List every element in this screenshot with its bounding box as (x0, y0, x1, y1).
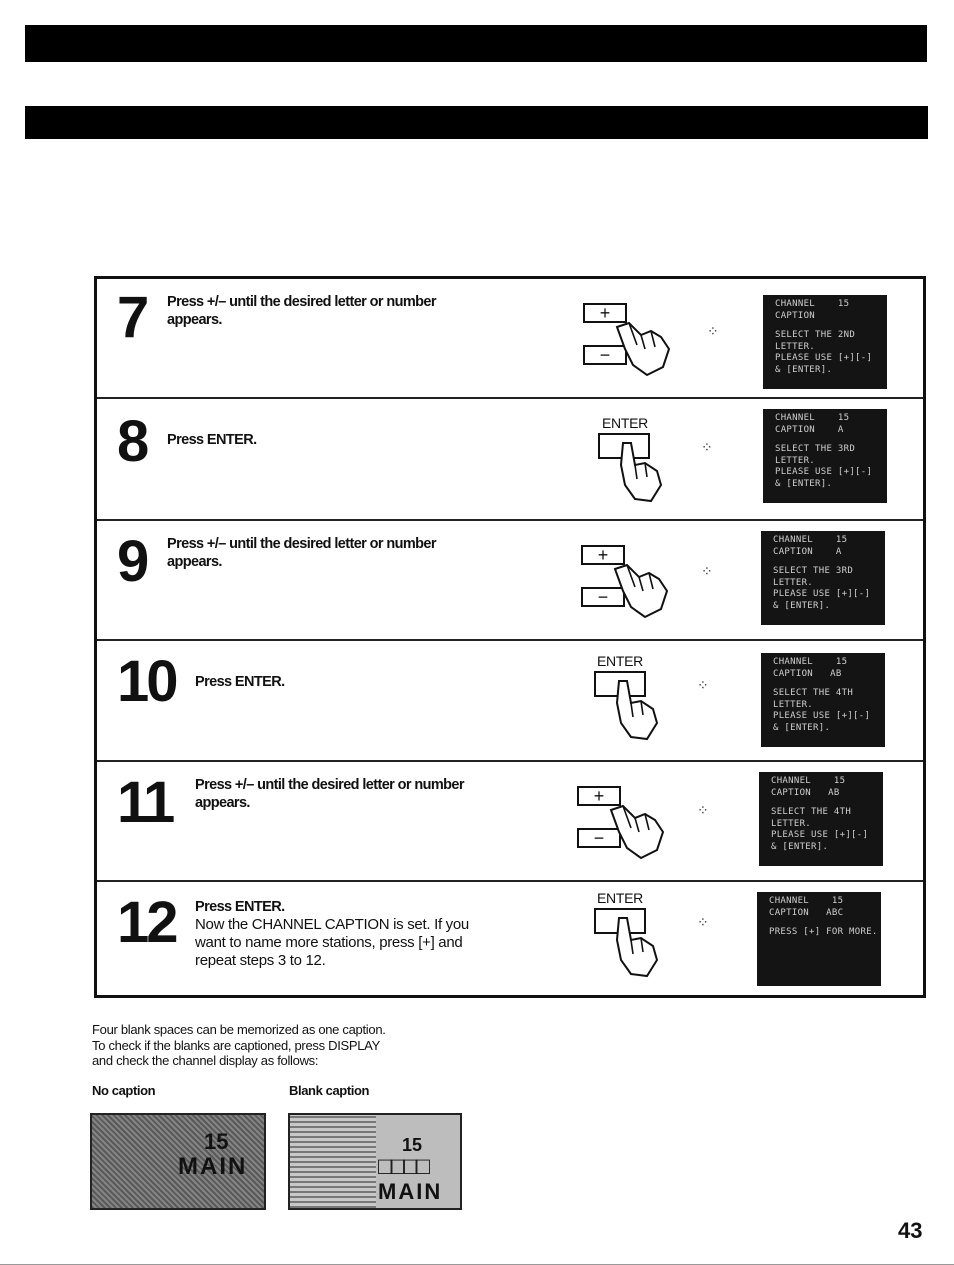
section-bar (25, 106, 928, 139)
blank-caption-label: Blank caption (289, 1083, 370, 1098)
enter-label: ENTER (597, 653, 643, 669)
step-instruction: Press ENTER. (167, 432, 257, 448)
no-caption-label: No caption (92, 1083, 156, 1098)
page-number: 43 (898, 1218, 923, 1243)
enter-label: ENTER (597, 890, 643, 906)
header-bar (25, 25, 927, 62)
channel-number: 15 (204, 1129, 229, 1154)
step-instruction: Press ENTER. Now the CHANNEL CAPTION is set. If you want to name more stations, press [+] and repeat steps 3 to 12. (195, 899, 469, 969)
minus-button: − (577, 828, 621, 848)
pointing-hand-icon (613, 441, 665, 503)
minus-button: − (583, 345, 627, 365)
caption-note: Four blank spaces can be memorized as one caption. To check if the blanks are captioned, press DISPLAY and check the channel display as follows: (92, 1022, 386, 1068)
step-instruction: Press ENTER. (195, 674, 285, 690)
blank-boxes: □□□□ (378, 1153, 428, 1180)
sparkle-icon: ⁘ (707, 323, 719, 339)
tv-screen: CHANNEL 15 CAPTION SELECT THE 2ND LETTER. PLEASE USE [+][-] & [ENTER]. (763, 295, 887, 389)
step-number: 12 (117, 890, 176, 955)
step-instruction: Press +/– until the desired letter or number appears. (195, 777, 464, 811)
tv-screen: CHANNEL 15 CAPTION AB SELECT THE 4TH LETTER. PLEASE USE [+][-] & [ENTER]. (761, 653, 885, 747)
step-11 (97, 762, 923, 882)
step-instruction: Press +/– until the desired letter or number appears. (167, 294, 436, 328)
minus-button: − (581, 587, 625, 607)
enter-label: ENTER (602, 415, 648, 431)
plus-button: + (581, 545, 625, 565)
step-instruction: Press +/– until the desired letter or number appears. (167, 536, 436, 570)
pointing-hand-icon (611, 321, 675, 377)
step-number: 7 (117, 285, 147, 350)
plus-button: + (583, 303, 627, 323)
pointing-hand-icon (609, 563, 673, 619)
no-caption-display (90, 1113, 266, 1210)
tv-screen: CHANNEL 15 CAPTION ABC PRESS [+] FOR MORE. (757, 892, 881, 986)
step-number: 9 (117, 529, 147, 594)
sparkle-icon: ⁘ (697, 802, 709, 818)
step-12 (97, 882, 923, 995)
sparkle-icon: ⁘ (701, 563, 713, 579)
pointing-hand-icon (605, 804, 669, 860)
caption-text: MAIN (178, 1153, 248, 1180)
step-number: 8 (117, 409, 147, 474)
pointing-hand-icon (609, 916, 661, 978)
tv-screen: CHANNEL 15 CAPTION AB SELECT THE 4TH LETTER. PLEASE USE [+][-] & [ENTER]. (759, 772, 883, 866)
channel-number: 15 (402, 1135, 423, 1155)
step-number: 10 (117, 649, 176, 714)
step-8 (97, 399, 923, 521)
step-number: 11 (117, 770, 173, 835)
tv-screen: CHANNEL 15 CAPTION A SELECT THE 3RD LETTER. PLEASE USE [+][-] & [ENTER]. (763, 409, 887, 503)
blank-caption-display (288, 1113, 462, 1210)
steps-box (94, 276, 926, 998)
plus-button: + (577, 786, 621, 806)
tv-screen: CHANNEL 15 CAPTION A SELECT THE 3RD LETTER. PLEASE USE [+][-] & [ENTER]. (761, 531, 885, 625)
caption-text: MAIN (378, 1179, 443, 1204)
step-7 (97, 279, 923, 399)
step-10 (97, 641, 923, 762)
sparkle-icon: ⁘ (697, 677, 709, 693)
pointing-hand-icon (609, 679, 661, 741)
step-9 (97, 521, 923, 641)
sparkle-icon: ⁘ (701, 439, 713, 455)
sparkle-icon: ⁘ (697, 914, 709, 930)
